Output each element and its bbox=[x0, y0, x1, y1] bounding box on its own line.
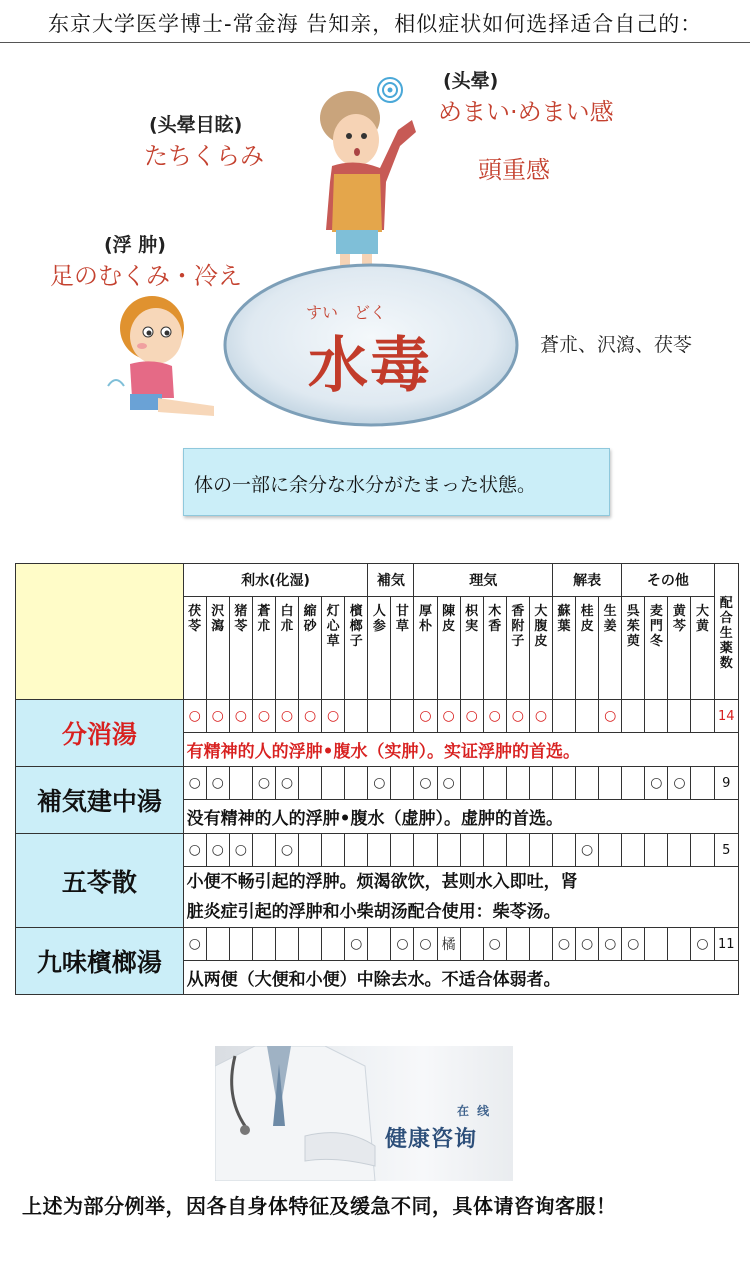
herb-column-header bbox=[345, 597, 368, 700]
herb-mark bbox=[552, 834, 575, 867]
herb-mark: ○ bbox=[183, 767, 206, 800]
herb-name: 香附子 bbox=[511, 604, 525, 649]
herb-mark bbox=[529, 834, 552, 867]
herb-mark bbox=[252, 834, 275, 867]
herb-mark bbox=[576, 700, 599, 733]
herb-name: 黄芩 bbox=[672, 604, 686, 634]
formula-table bbox=[15, 563, 739, 995]
herb-mark bbox=[460, 928, 483, 961]
herb-column-header bbox=[483, 597, 506, 700]
herb-mark bbox=[668, 700, 691, 733]
herb-mark: ○ bbox=[552, 928, 575, 961]
herb-mark bbox=[229, 767, 252, 800]
herb-column-header bbox=[322, 597, 345, 700]
herb-mark bbox=[599, 834, 622, 867]
herb-mark: ○ bbox=[275, 834, 298, 867]
herbs-note: 蒼朮、沢瀉、茯苓 bbox=[540, 334, 693, 356]
herb-mark bbox=[322, 767, 345, 800]
herb-column-header bbox=[368, 597, 391, 700]
herb-mark bbox=[206, 928, 229, 961]
herb-mark: ○ bbox=[414, 767, 437, 800]
dizziness-label-jp: めまい·めまい感 bbox=[438, 98, 614, 126]
formula-description bbox=[183, 800, 738, 834]
total-herbs-header bbox=[714, 564, 738, 700]
herb-name: 白朮 bbox=[280, 604, 294, 634]
herb-column-header bbox=[183, 597, 206, 700]
herb-name: 陳皮 bbox=[442, 604, 456, 634]
heavy-head-label: 頭重感 bbox=[478, 156, 550, 184]
herb-name: 蘇葉 bbox=[557, 604, 571, 634]
formula-name: 五苓散 bbox=[16, 834, 184, 928]
herb-mark: ○ bbox=[668, 767, 691, 800]
herb-column-header bbox=[552, 597, 575, 700]
herb-mark bbox=[622, 834, 645, 867]
total-herbs-header-text: 配合生薬数 bbox=[719, 596, 733, 671]
herb-count: 11 bbox=[714, 928, 738, 961]
herb-name: 麦門冬 bbox=[649, 604, 663, 649]
herb-mark bbox=[668, 834, 691, 867]
formula-description bbox=[183, 733, 738, 767]
group-header: その他 bbox=[622, 564, 714, 597]
description-line: 有精神的人的浮肿•腹水（实肿）。实证浮肿的首选。 bbox=[186, 742, 581, 762]
table-corner bbox=[16, 564, 184, 700]
child-illustration bbox=[102, 290, 222, 430]
herb-column-header bbox=[460, 597, 483, 700]
group-header: 利水(化湿) bbox=[183, 564, 368, 597]
herb-mark: ○ bbox=[391, 928, 414, 961]
herb-mark bbox=[345, 700, 368, 733]
herb-mark: ○ bbox=[483, 928, 506, 961]
herb-mark bbox=[529, 928, 552, 961]
herb-mark: ○ bbox=[437, 767, 460, 800]
herb-name: 猪苓 bbox=[234, 604, 248, 634]
herb-mark: ○ bbox=[275, 700, 298, 733]
herb-mark: ○ bbox=[252, 700, 275, 733]
herb-mark bbox=[599, 767, 622, 800]
herb-column-header bbox=[252, 597, 275, 700]
herb-mark bbox=[552, 700, 575, 733]
herb-column-header bbox=[576, 597, 599, 700]
herb-mark: ○ bbox=[691, 928, 714, 961]
herb-column-header bbox=[206, 597, 229, 700]
herb-mark bbox=[691, 834, 714, 867]
herb-column-header bbox=[229, 597, 252, 700]
herb-mark bbox=[391, 767, 414, 800]
herb-mark: ○ bbox=[206, 700, 229, 733]
herb-mark bbox=[576, 767, 599, 800]
herb-mark bbox=[322, 834, 345, 867]
description-line: 小便不畅引起的浮肿。烦渴欲饮，甚则水入即吐，肾 bbox=[186, 872, 578, 892]
edema-label-cn: (浮 肿) bbox=[104, 234, 166, 256]
herb-mark bbox=[345, 834, 368, 867]
herb-mark bbox=[368, 834, 391, 867]
herb-name: 甘草 bbox=[395, 604, 409, 634]
consult-big-text: 健康咨询 bbox=[385, 1127, 478, 1152]
herb-column-header bbox=[506, 597, 529, 700]
herb-name: 厚朴 bbox=[419, 604, 433, 634]
herb-name: 茯苓 bbox=[188, 604, 202, 634]
herb-mark: ○ bbox=[414, 700, 437, 733]
edema-label-jp: 足のむくみ・冷え bbox=[50, 262, 242, 290]
description-line: 从两便（大便和小便）中除去水。不适合体弱者。 bbox=[186, 970, 561, 990]
herb-mark bbox=[322, 928, 345, 961]
herb-mark: ○ bbox=[345, 928, 368, 961]
herb-name: 大黄 bbox=[696, 604, 710, 634]
online-consult-banner[interactable] bbox=[215, 1046, 513, 1181]
herb-mark bbox=[275, 928, 298, 961]
water-poison-title: 水毒 bbox=[308, 331, 432, 401]
herb-mark bbox=[506, 834, 529, 867]
herb-column-header bbox=[391, 597, 414, 700]
herb-mark bbox=[414, 834, 437, 867]
herb-mark bbox=[691, 700, 714, 733]
herb-name: 灯心草 bbox=[326, 604, 340, 649]
herb-mark: ○ bbox=[183, 700, 206, 733]
state-description-box bbox=[183, 448, 610, 516]
herb-name: 人参 bbox=[372, 604, 386, 634]
herb-mark bbox=[483, 767, 506, 800]
herb-column-header bbox=[622, 597, 645, 700]
page-header: 东京大学医学博士-常金海 告知亲，相似症状如何选择适合自己的： bbox=[48, 12, 703, 36]
herb-column-header bbox=[668, 597, 691, 700]
formula-row bbox=[16, 700, 739, 733]
herb-name: 呉茱萸 bbox=[626, 604, 640, 649]
woman-illustration bbox=[300, 70, 430, 285]
herb-column-header bbox=[437, 597, 460, 700]
herb-column-header bbox=[529, 597, 552, 700]
herb-name: 木香 bbox=[488, 604, 502, 634]
herb-column-header bbox=[599, 597, 622, 700]
herb-mark bbox=[622, 767, 645, 800]
herb-mark: ○ bbox=[252, 767, 275, 800]
herb-mark: ○ bbox=[483, 700, 506, 733]
herb-mark bbox=[460, 834, 483, 867]
formula-description bbox=[183, 961, 738, 995]
herb-mark bbox=[552, 767, 575, 800]
state-description: 体の一部に余分な水分がたまった状態。 bbox=[194, 474, 537, 496]
herb-count: 14 bbox=[714, 700, 738, 733]
herb-mark: ○ bbox=[529, 700, 552, 733]
formula-row bbox=[16, 834, 739, 867]
herb-column-header bbox=[414, 597, 437, 700]
herb-mark: ○ bbox=[622, 928, 645, 961]
herb-mark: ○ bbox=[322, 700, 345, 733]
dizziness-label-cn: (头晕) bbox=[443, 70, 499, 92]
herb-mark: ○ bbox=[599, 700, 622, 733]
herb-name: 縮砂 bbox=[303, 604, 317, 634]
herb-mark bbox=[437, 834, 460, 867]
formula-name: 九味檳榔湯 bbox=[16, 928, 184, 995]
herb-mark: ○ bbox=[229, 700, 252, 733]
herb-mark: ○ bbox=[414, 928, 437, 961]
herb-mark: ○ bbox=[206, 767, 229, 800]
herb-mark: ○ bbox=[206, 834, 229, 867]
herb-mark bbox=[645, 928, 668, 961]
formula-name: 補気建中湯 bbox=[16, 767, 184, 834]
herb-mark bbox=[391, 700, 414, 733]
herb-mark bbox=[668, 928, 691, 961]
header-divider bbox=[0, 42, 750, 43]
herb-name: 桂皮 bbox=[580, 604, 594, 634]
herb-mark bbox=[345, 767, 368, 800]
herb-mark: ○ bbox=[645, 767, 668, 800]
herb-mark: ○ bbox=[368, 767, 391, 800]
herb-mark: ○ bbox=[229, 834, 252, 867]
herb-mark: ○ bbox=[576, 928, 599, 961]
formula-row bbox=[16, 767, 739, 800]
formula-description bbox=[183, 867, 738, 928]
herb-mark bbox=[368, 928, 391, 961]
herb-mark bbox=[229, 928, 252, 961]
herb-mark bbox=[391, 834, 414, 867]
herb-mark: ○ bbox=[599, 928, 622, 961]
herb-mark: ○ bbox=[460, 700, 483, 733]
herb-column-header bbox=[691, 597, 714, 700]
herb-mark bbox=[645, 700, 668, 733]
herb-mark bbox=[299, 767, 322, 800]
description-line: 脏炎症引起的浮肿和小柴胡汤配合使用：柴苓汤。 bbox=[186, 902, 561, 922]
consult-small-text: 在 线 bbox=[457, 1104, 492, 1118]
herb-mark bbox=[252, 928, 275, 961]
footer-note: 上述为部分例举，因各自身体特征及缓急不同，具体请咨询客服！ bbox=[22, 1194, 617, 1218]
herb-count: 9 bbox=[714, 767, 738, 800]
group-header: 補気 bbox=[368, 564, 414, 597]
herb-mark bbox=[645, 834, 668, 867]
herb-name: 大腹皮 bbox=[534, 604, 548, 649]
faint-label-jp: たちくらみ bbox=[144, 142, 264, 170]
herb-mark bbox=[506, 928, 529, 961]
formula-name: 分消湯 bbox=[16, 700, 184, 767]
description-line: 没有精神的人的浮肿•腹水（虚肿）。虚肿的首选。 bbox=[186, 809, 564, 829]
herb-name: 蒼朮 bbox=[257, 604, 271, 634]
herb-mark: ○ bbox=[299, 700, 322, 733]
herb-column-header bbox=[275, 597, 298, 700]
faint-label-cn: (头晕目眩) bbox=[149, 114, 243, 136]
group-header: 理気 bbox=[414, 564, 553, 597]
herb-mark bbox=[506, 767, 529, 800]
herb-mark: ○ bbox=[437, 700, 460, 733]
herb-column-header bbox=[299, 597, 322, 700]
herb-mark: ○ bbox=[576, 834, 599, 867]
herb-name: 沢瀉 bbox=[211, 604, 225, 634]
herb-mark: ○ bbox=[183, 834, 206, 867]
herb-mark bbox=[483, 834, 506, 867]
herb-mark bbox=[460, 767, 483, 800]
group-header: 解表 bbox=[552, 564, 621, 597]
herb-mark bbox=[622, 700, 645, 733]
herb-mark bbox=[368, 700, 391, 733]
herb-name: 檳榔子 bbox=[349, 604, 363, 649]
herb-mark: ○ bbox=[506, 700, 529, 733]
herb-mark bbox=[299, 928, 322, 961]
herb-mark bbox=[691, 767, 714, 800]
water-poison-furigana: すい どく bbox=[306, 303, 387, 322]
herb-name: 枳実 bbox=[465, 604, 479, 634]
formula-row bbox=[16, 928, 739, 961]
herb-mark bbox=[299, 834, 322, 867]
herb-name: 生姜 bbox=[603, 604, 617, 634]
herb-mark: ○ bbox=[275, 767, 298, 800]
herb-mark: 橘 bbox=[437, 928, 460, 961]
herb-mark: ○ bbox=[183, 928, 206, 961]
herb-mark bbox=[529, 767, 552, 800]
herb-count: 5 bbox=[714, 834, 738, 867]
herb-column-header bbox=[645, 597, 668, 700]
